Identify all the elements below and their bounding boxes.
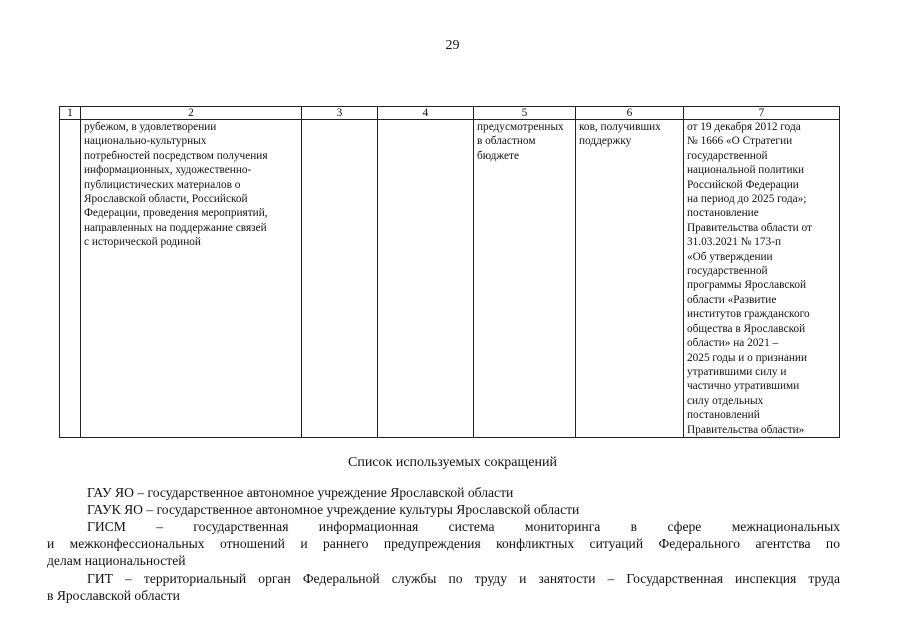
abbreviation-line: и межконфессиональных отношений и раннего предупреждения конфликтных ситуаций Федерального агентства по	[47, 536, 840, 551]
table-cell-5: предусмотренных в областном бюджете	[474, 120, 576, 438]
column-header-6: 6	[576, 107, 684, 120]
abbreviation-item	[47, 484, 840, 501]
table-cell-6: ков, получивших поддержку	[576, 120, 684, 438]
column-header-4: 4	[378, 107, 474, 120]
abbreviation-line: ГИТ – территориальный орган Федеральной службы по труду и занятости – Государственная инспекция труда	[87, 571, 840, 586]
abbreviation-item	[47, 570, 840, 604]
table-cell-2: рубежом, в удовлетворении национально-культурных потребностей посредством получения информационных, художественно- публицистических материалов о Ярославской области, Российской Федерации, проведения мероприятий, направленных на поддержание связей с исторической родиной	[81, 120, 302, 438]
column-header-7: 7	[684, 107, 840, 120]
page-number: 29	[445, 38, 460, 53]
column-header-2: 2	[81, 107, 302, 120]
table-cell-7: от 19 декабря 2012 года № 1666 «О Стратегии государственной национальной политики Российской Федерации на период до 2025 года»; постановление Правительства области от 31.03.2021 № 173-п «Об утверждении государственной программы Ярославской области «Развитие институтов гражданского общества в Ярославской области» на 2021 – 2025 годы и о признании утратившими силу и частично утратившими силу отдельных постановлений Правительства области»	[684, 120, 840, 438]
abbreviations-title: Список используемых сокращений	[348, 455, 557, 470]
data-table	[59, 106, 840, 438]
table-cell-3	[302, 120, 378, 438]
column-header-1: 1	[60, 107, 81, 120]
table-header-row	[60, 107, 840, 120]
column-header-3: 3	[302, 107, 378, 120]
table-row	[60, 120, 840, 438]
abbreviation-line: ГИСМ – государственная информационная система мониторинга в сфере межнациональных	[87, 519, 840, 534]
table-cell-4	[378, 120, 474, 438]
abbreviation-line: в Ярославской области	[47, 588, 180, 603]
abbreviation-line: ГАУК ЯО – государственное автономное учреждение культуры Ярославской области	[87, 502, 580, 517]
table-cell-1	[60, 120, 81, 438]
column-header-5: 5	[474, 107, 576, 120]
abbreviation-line: делам национальностей	[47, 553, 186, 568]
abbreviation-item	[47, 501, 840, 518]
abbreviation-item	[47, 518, 840, 569]
abbreviation-line: ГАУ ЯО – государственное автономное учреждение Ярославской области	[87, 485, 514, 500]
